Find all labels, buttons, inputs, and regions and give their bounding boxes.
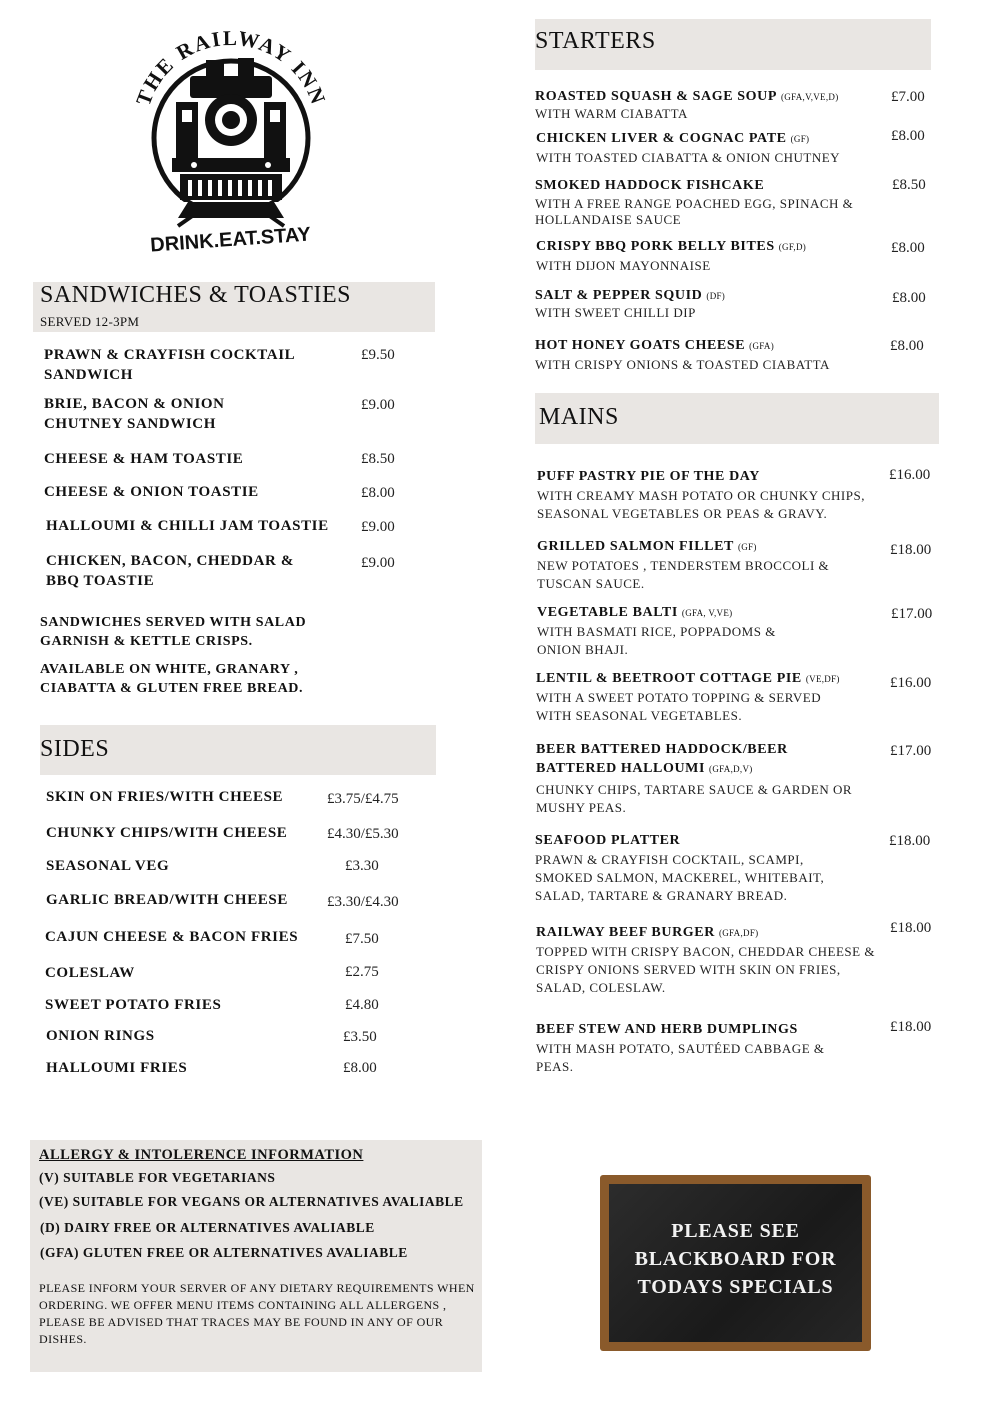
item-name: HOT HONEY GOATS CHEESE [535, 338, 746, 353]
item-tag: (DF) [706, 291, 726, 301]
item-price: £8.00 [891, 128, 925, 144]
item-name: ROASTED SQUASH & SAGE SOUP [535, 89, 777, 104]
item-price: £8.50 [892, 177, 926, 193]
starter-item [535, 288, 855, 322]
item-desc: WITH WARM CIABATTA [535, 106, 688, 121]
item-name: CAJUN CHEESE & BACON FRIES [45, 929, 299, 945]
allergy-title: ALLERGY & INTOLERENCE INFORMATION [39, 1147, 364, 1163]
item-tag: (GFA) [749, 341, 775, 351]
starter-item [536, 239, 856, 275]
item-price: £8.50 [361, 451, 395, 467]
item-name: SALT & PEPPER SQUID [535, 288, 703, 303]
main-item [537, 605, 807, 659]
item-desc: WITH DIJON MAYONNAISE [536, 258, 711, 273]
specials-blackboard [600, 1175, 871, 1351]
starter-item [535, 338, 865, 374]
allergy-line: (VE) SUITABLE FOR VEGANS OR ALTERNATIVES AVALIABLE [39, 1194, 464, 1209]
specials-text: PLEASE SEE BLACKBOARD FOR TODAYS SPECIALS [634, 1220, 837, 1298]
item-price: £16.00 [889, 467, 931, 483]
item-price: £3.30/£4.30 [327, 894, 399, 910]
item-price: £9.00 [361, 555, 395, 571]
sandwich-item [44, 394, 274, 434]
sides-title: SIDES [40, 736, 110, 762]
item-price: £8.00 [361, 485, 395, 501]
main-item [536, 925, 881, 997]
logo-top-text: THE RAILWAY INN [131, 25, 331, 109]
sandwiches-note: SANDWICHES SERVED WITH SALAD GARNISH & KETTLE CRISPS. [40, 615, 307, 649]
allergy-line: (GFA) GLUTEN FREE OR ALTERNATIVES AVALIABLE [40, 1245, 408, 1260]
sandwich-item [44, 345, 314, 385]
item-desc: WITH CRISPY ONIONS & TOASTED CIABATTA [535, 357, 830, 372]
item-price: £9.00 [361, 397, 395, 413]
main-item [535, 833, 845, 905]
starter-item [535, 89, 855, 123]
item-tag: (VE,DF) [805, 674, 840, 684]
item-desc: WITH MASH POTATO, SAUTÉED CABBAGE & PEAS. [536, 1041, 825, 1074]
item-price: £8.00 [343, 1060, 377, 1076]
item-name: SWEET POTATO FRIES [45, 997, 222, 1013]
item-name: HALLOUMI FRIES [46, 1060, 188, 1076]
sandwiches-title: SANDWICHES & TOASTIES [40, 282, 351, 308]
item-price: £8.00 [892, 290, 926, 306]
item-name: BEEF STEW AND HERB DUMPLINGS [536, 1022, 798, 1037]
item-name: BEER BATTERED HADDOCK/BEER BATTERED HALLOUMI [536, 742, 788, 776]
item-name: PUFF PASTRY PIE OF THE DAY [537, 469, 760, 484]
item-price: £2.75 [345, 964, 379, 980]
item-name: SEAFOOD PLATTER [535, 833, 681, 848]
item-name: COLESLAW [45, 965, 135, 981]
item-name: GRILLED SALMON FILLET [537, 539, 734, 554]
item-desc: WITH CREAMY MASH POTATO OR CHUNKY CHIPS, SEASONAL VEGETABLES OR PEAS & GRAVY. [537, 488, 865, 521]
allergy-notice: PLEASE INFORM YOUR SERVER OF ANY DIETARY REQUIREMENTS WHEN ORDERING. WE OFFER MENU ITEMS CONTAINING ALL ALLERGENS , PLEASE BE ADVISED THAT TRACES MAY BE FOUND IN ANY OF OUR DISHES. [39, 1281, 475, 1346]
main-item [536, 671, 856, 725]
item-price: £9.50 [361, 347, 395, 363]
item-name: LENTIL & BEETROOT COTTAGE PIE [536, 671, 802, 686]
item-name: GARLIC BREAD/WITH CHEESE [46, 892, 288, 908]
item-price: £4.30/£5.30 [327, 826, 399, 842]
item-desc: PRAWN & CRAYFISH COCKTAIL, SCAMPI, SMOKED SALMON, MACKEREL, WHITEBAIT, SALAD, TARTARE & GRANARY BREAD. [535, 852, 825, 903]
item-desc: WITH TOASTED CIABATTA & ONION CHUTNEY [536, 150, 841, 165]
starter-item [535, 178, 855, 228]
item-tag: (GFA,D,V) [709, 764, 753, 774]
item-price: £18.00 [890, 1019, 932, 1035]
item-desc: WITH A FREE RANGE POACHED EGG, SPINACH & HOLLANDAISE SAUCE [535, 196, 854, 227]
item-name: CHICKEN, BACON, CHEDDAR & BBQ TOASTIE [46, 553, 294, 589]
item-price: £4.80 [345, 997, 379, 1013]
item-price: £18.00 [890, 542, 932, 558]
item-price: £17.00 [891, 606, 933, 622]
item-name: CHICKEN LIVER & COGNAC PATE [536, 131, 787, 146]
sandwich-item [46, 551, 306, 591]
starter-item [536, 131, 866, 167]
sandwiches-subtitle: SERVED 12-3PM [40, 314, 140, 329]
item-name: VEGETABLE BALTI [537, 605, 678, 620]
item-tag: (GFA,V,VE,D) [780, 92, 839, 102]
item-price: £3.75/£4.75 [327, 791, 399, 807]
main-item [537, 469, 889, 523]
train-logo-icon [128, 12, 333, 260]
allergy-line: (D) DAIRY FREE OR ALTERNATIVES AVALIABLE [40, 1220, 375, 1235]
allergy-line: (V) SUITABLE FOR VEGETARIANS [39, 1170, 276, 1185]
item-price: £16.00 [890, 675, 932, 691]
item-desc: CHUNKY CHIPS, TARTARE SAUCE & GARDEN OR MUSHY PEAS. [536, 782, 853, 815]
item-name: BRIE, BACON & ONION CHUTNEY SANDWICH [44, 396, 225, 432]
item-price: £9.00 [361, 519, 395, 535]
item-tag: (GF) [790, 134, 810, 144]
item-name: ONION RINGS [46, 1028, 155, 1044]
item-name: RAILWAY BEEF BURGER [536, 925, 715, 940]
item-price: £3.30 [345, 858, 379, 874]
item-desc: TOPPED WITH CRISPY BACON, CHEDDAR CHEESE & CRISPY ONIONS SERVED WITH SKIN ON FRIES, SALAD, COLESLAW. [536, 944, 875, 995]
item-desc: WITH BASMATI RICE, POPPADOMS & ONION BHAJI. [537, 624, 776, 657]
item-tag: (GF,D) [778, 242, 807, 252]
item-tag: (GF) [737, 542, 757, 552]
item-tag: (GFA,DF) [718, 928, 759, 938]
item-price: £8.00 [890, 338, 924, 354]
logo-bottom-text: DRINK.EAT.STAY [149, 223, 312, 257]
item-price: £17.00 [890, 743, 932, 759]
item-name: CRISPY BBQ PORK BELLY BITES [536, 239, 775, 254]
sandwiches-bread-note: AVAILABLE ON WHITE, GRANARY , CIABATTA & GLUTEN FREE BREAD. [40, 662, 304, 696]
item-name: HALLOUMI & CHILLI JAM TOASTIE [46, 518, 329, 534]
item-price: £18.00 [889, 833, 931, 849]
item-desc: WITH A SWEET POTATO TOPPING & SERVED WITH SEASONAL VEGETABLES. [536, 690, 822, 723]
item-price: £18.00 [890, 920, 932, 936]
item-price: £7.00 [891, 89, 925, 105]
item-desc: NEW POTATOES , TENDERSTEM BROCCOLI & TUSCAN SAUCE. [537, 558, 830, 591]
mains-title: MAINS [539, 404, 619, 430]
item-name: PRAWN & CRAYFISH COCKTAIL SANDWICH [44, 347, 295, 383]
item-name: SKIN ON FRIES/WITH CHEESE [46, 789, 284, 805]
item-name: SEASONAL VEG [46, 858, 170, 874]
item-price: £3.50 [343, 1029, 377, 1045]
item-desc: WITH SWEET CHILLI DIP [535, 305, 696, 320]
item-name: SMOKED HADDOCK FISHCAKE [535, 178, 765, 193]
blackboard-surface [609, 1184, 862, 1342]
main-item [536, 1022, 836, 1076]
main-item [536, 740, 856, 817]
item-name: CHEESE & HAM TOASTIE [44, 451, 244, 467]
main-item [537, 539, 847, 593]
item-price: £8.00 [891, 240, 925, 256]
starters-title: STARTERS [535, 28, 656, 54]
item-tag: (GFA, V,VE) [681, 608, 733, 618]
item-name: CHUNKY CHIPS/WITH CHEESE [46, 825, 288, 841]
item-name: CHEESE & ONION TOASTIE [44, 484, 259, 500]
logo [128, 12, 333, 260]
item-price: £7.50 [345, 931, 379, 947]
